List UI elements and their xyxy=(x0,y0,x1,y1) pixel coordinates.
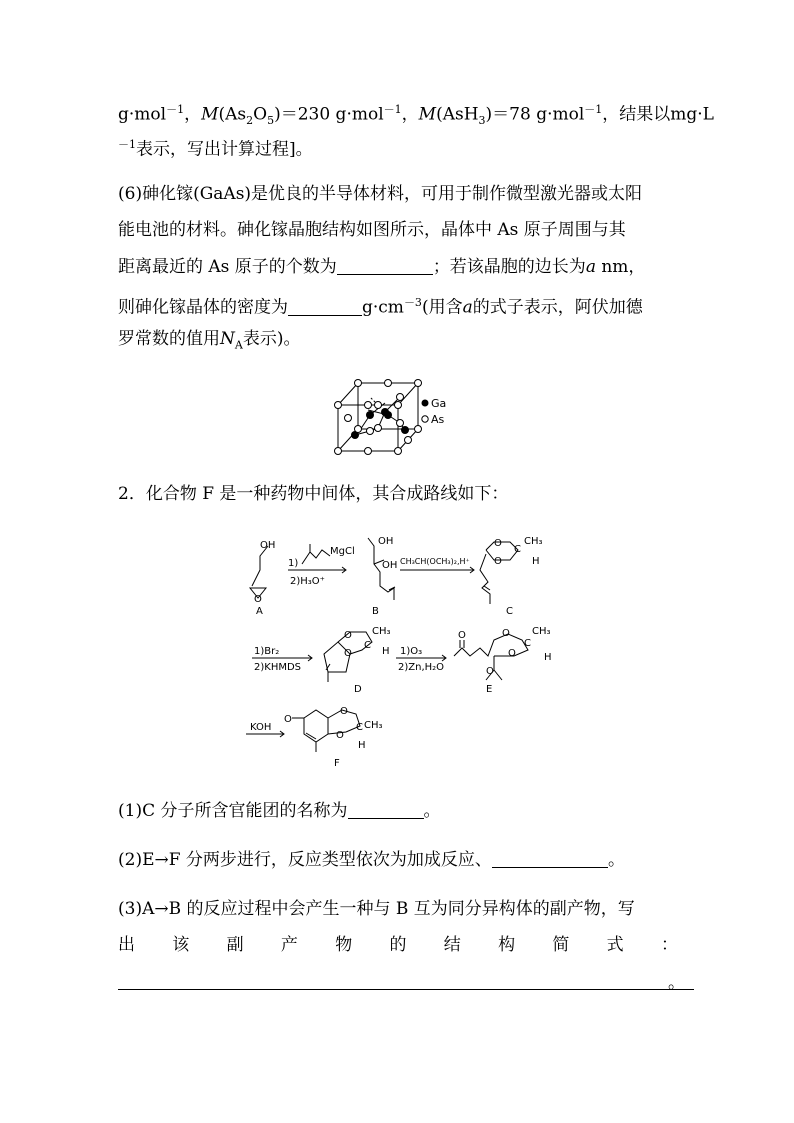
o-atom: O xyxy=(254,594,262,605)
reagent-4-step2: 2)Zn,H₂O xyxy=(398,662,445,673)
answer-blank-functional-groups[interactable] xyxy=(348,802,424,819)
reagent-4-step1: 1)O₃ xyxy=(400,646,423,657)
var-N: N xyxy=(220,329,235,349)
var-M: M xyxy=(418,104,437,125)
char: 产 xyxy=(280,935,298,955)
q2-title: 2．化合物 F 是一种药物中间体，其合成路线如下： xyxy=(118,484,509,504)
text: 。 xyxy=(423,801,441,821)
o-atom: O xyxy=(344,630,352,641)
q2-sub3-end: 。 xyxy=(668,973,685,993)
text: 距离最近的 As 原子的个数为 xyxy=(118,257,337,277)
reagent-3-step2: 2)KHMDS xyxy=(254,662,302,673)
reagent-5: KOH xyxy=(250,722,272,733)
text: g·mol xyxy=(118,104,167,125)
text: ，结果以mg·L xyxy=(602,104,714,125)
legend-ga-marker xyxy=(422,400,429,407)
text: 。 xyxy=(607,850,625,870)
o-atom: O xyxy=(284,714,292,725)
reagent-1-mgcl: MgCl xyxy=(330,546,355,557)
text: ；若该晶胞的边长为 xyxy=(432,257,586,277)
h-atom: H xyxy=(544,652,552,663)
char: 物 xyxy=(335,935,353,955)
q6-line4 xyxy=(118,292,643,319)
reagent-2: CH₃CH(OCH₃)₂,H⁺ xyxy=(400,557,470,566)
text: (As xyxy=(218,104,247,125)
q1-tail-line1 xyxy=(118,99,714,132)
oh-group: OH xyxy=(378,536,394,547)
legend-as-marker xyxy=(422,416,428,422)
o-atom: O xyxy=(458,630,466,641)
char: ： xyxy=(660,935,678,955)
q2-sub2 xyxy=(118,849,625,871)
char: 结 xyxy=(443,935,461,955)
char: 该 xyxy=(172,935,190,955)
char: 出 xyxy=(118,935,135,955)
o-atom: O xyxy=(344,648,352,659)
label-b: B xyxy=(372,606,379,617)
char: 副 xyxy=(226,935,244,955)
text: g·cm xyxy=(362,297,404,318)
text: 表示)。 xyxy=(242,329,301,349)
q1-tail-line2 xyxy=(118,134,313,161)
superscript: －3 xyxy=(403,296,422,309)
q6-line3 xyxy=(118,256,645,278)
q6-line5 xyxy=(118,328,300,356)
legend-ga-label: Ga xyxy=(431,397,447,410)
var-M: M xyxy=(201,104,219,125)
text: 的式子表示，阿伏加德 xyxy=(472,297,643,318)
reagent-1-step2: 2)H₃O⁺ xyxy=(290,576,325,587)
answer-blank-neighbors[interactable] xyxy=(337,258,433,275)
text: (1)C 分子所含官能团的名称为 xyxy=(118,801,348,821)
h-atom: H xyxy=(532,556,540,567)
char: 的 xyxy=(389,935,407,955)
superscript: －1 xyxy=(584,103,603,116)
q6-line1: (6)砷化镓(GaAs)是优良的半导体材料，可用于制作微型激光器或太阳 xyxy=(118,184,643,204)
text: O xyxy=(253,104,268,125)
superscript: －1 xyxy=(118,138,136,151)
text: (用含 xyxy=(421,297,463,318)
subscript: A xyxy=(234,338,243,352)
text: )＝230 g·mol xyxy=(274,104,384,125)
var-a: a xyxy=(585,257,596,277)
ch3-group: CH₃ xyxy=(532,626,551,637)
text: 表示，写出计算过程]。 xyxy=(136,139,313,160)
o-atom: O xyxy=(340,706,348,717)
synthesis-scheme xyxy=(232,530,572,770)
q2-sub3-line1: (3)A→B 的反应过程中会产生一种与 B 互为同分异构体的副产物，写 xyxy=(118,899,635,919)
o-atom: O xyxy=(508,648,516,659)
label-c: C xyxy=(506,606,513,617)
label-a: A xyxy=(256,606,263,617)
o-atom: O xyxy=(494,556,502,567)
o-atom: O xyxy=(336,730,344,741)
text: ， xyxy=(401,104,419,125)
var-a: a xyxy=(462,297,473,318)
q2-sub3-line2 xyxy=(118,934,678,956)
c-atom: C xyxy=(364,640,371,651)
o-atom: O xyxy=(494,538,502,549)
legend-as-label: As xyxy=(431,413,445,426)
oh-group: OH xyxy=(260,540,276,551)
h-atom: H xyxy=(382,646,390,657)
ch3-group: CH₃ xyxy=(524,536,543,547)
q2-sub1 xyxy=(118,800,441,822)
char: 构 xyxy=(498,935,516,955)
reagent-1-step1: 1) xyxy=(288,558,299,569)
subscript: 3 xyxy=(478,114,486,128)
text: )＝78 g·mol xyxy=(485,104,585,125)
answer-blank-byproduct[interactable] xyxy=(118,989,694,990)
text: ， xyxy=(184,104,202,125)
subscript: 5 xyxy=(267,114,275,128)
answer-blank-density[interactable] xyxy=(288,299,362,316)
answer-blank-reaction-type[interactable] xyxy=(492,851,608,868)
text: (AsH xyxy=(436,104,479,125)
gaas-unit-cell-figure xyxy=(330,375,465,460)
char: 式 xyxy=(606,935,624,955)
o-atom: O xyxy=(502,628,510,639)
ch3-group: CH₃ xyxy=(364,720,383,731)
c-atom: C xyxy=(514,544,521,555)
text: (2)E→F 分两步进行，反应类型依次为加成反应、 xyxy=(118,850,492,870)
label-d: D xyxy=(354,684,362,695)
superscript: －1 xyxy=(383,103,402,116)
c-atom: C xyxy=(524,638,531,649)
text: nm， xyxy=(595,257,646,277)
h-atom: H xyxy=(358,740,366,751)
superscript: －1 xyxy=(166,103,185,116)
label-e: E xyxy=(486,684,493,695)
o-atom: O xyxy=(486,666,494,677)
c-atom: C xyxy=(356,722,363,733)
subscript: 2 xyxy=(246,114,254,128)
q6-line2: 能电池的材料。砷化镓晶胞结构如图所示，晶体中 As 原子周围与其 xyxy=(118,220,626,240)
text: 则砷化镓晶体的密度为 xyxy=(118,297,288,318)
oh-group: OH xyxy=(382,560,398,571)
reagent-3-step1: 1)Br₂ xyxy=(254,646,280,657)
ch3-group: CH₃ xyxy=(372,626,391,637)
label-f: F xyxy=(334,758,340,769)
char: 简 xyxy=(552,935,570,955)
text: 罗常数的值用 xyxy=(118,329,220,349)
